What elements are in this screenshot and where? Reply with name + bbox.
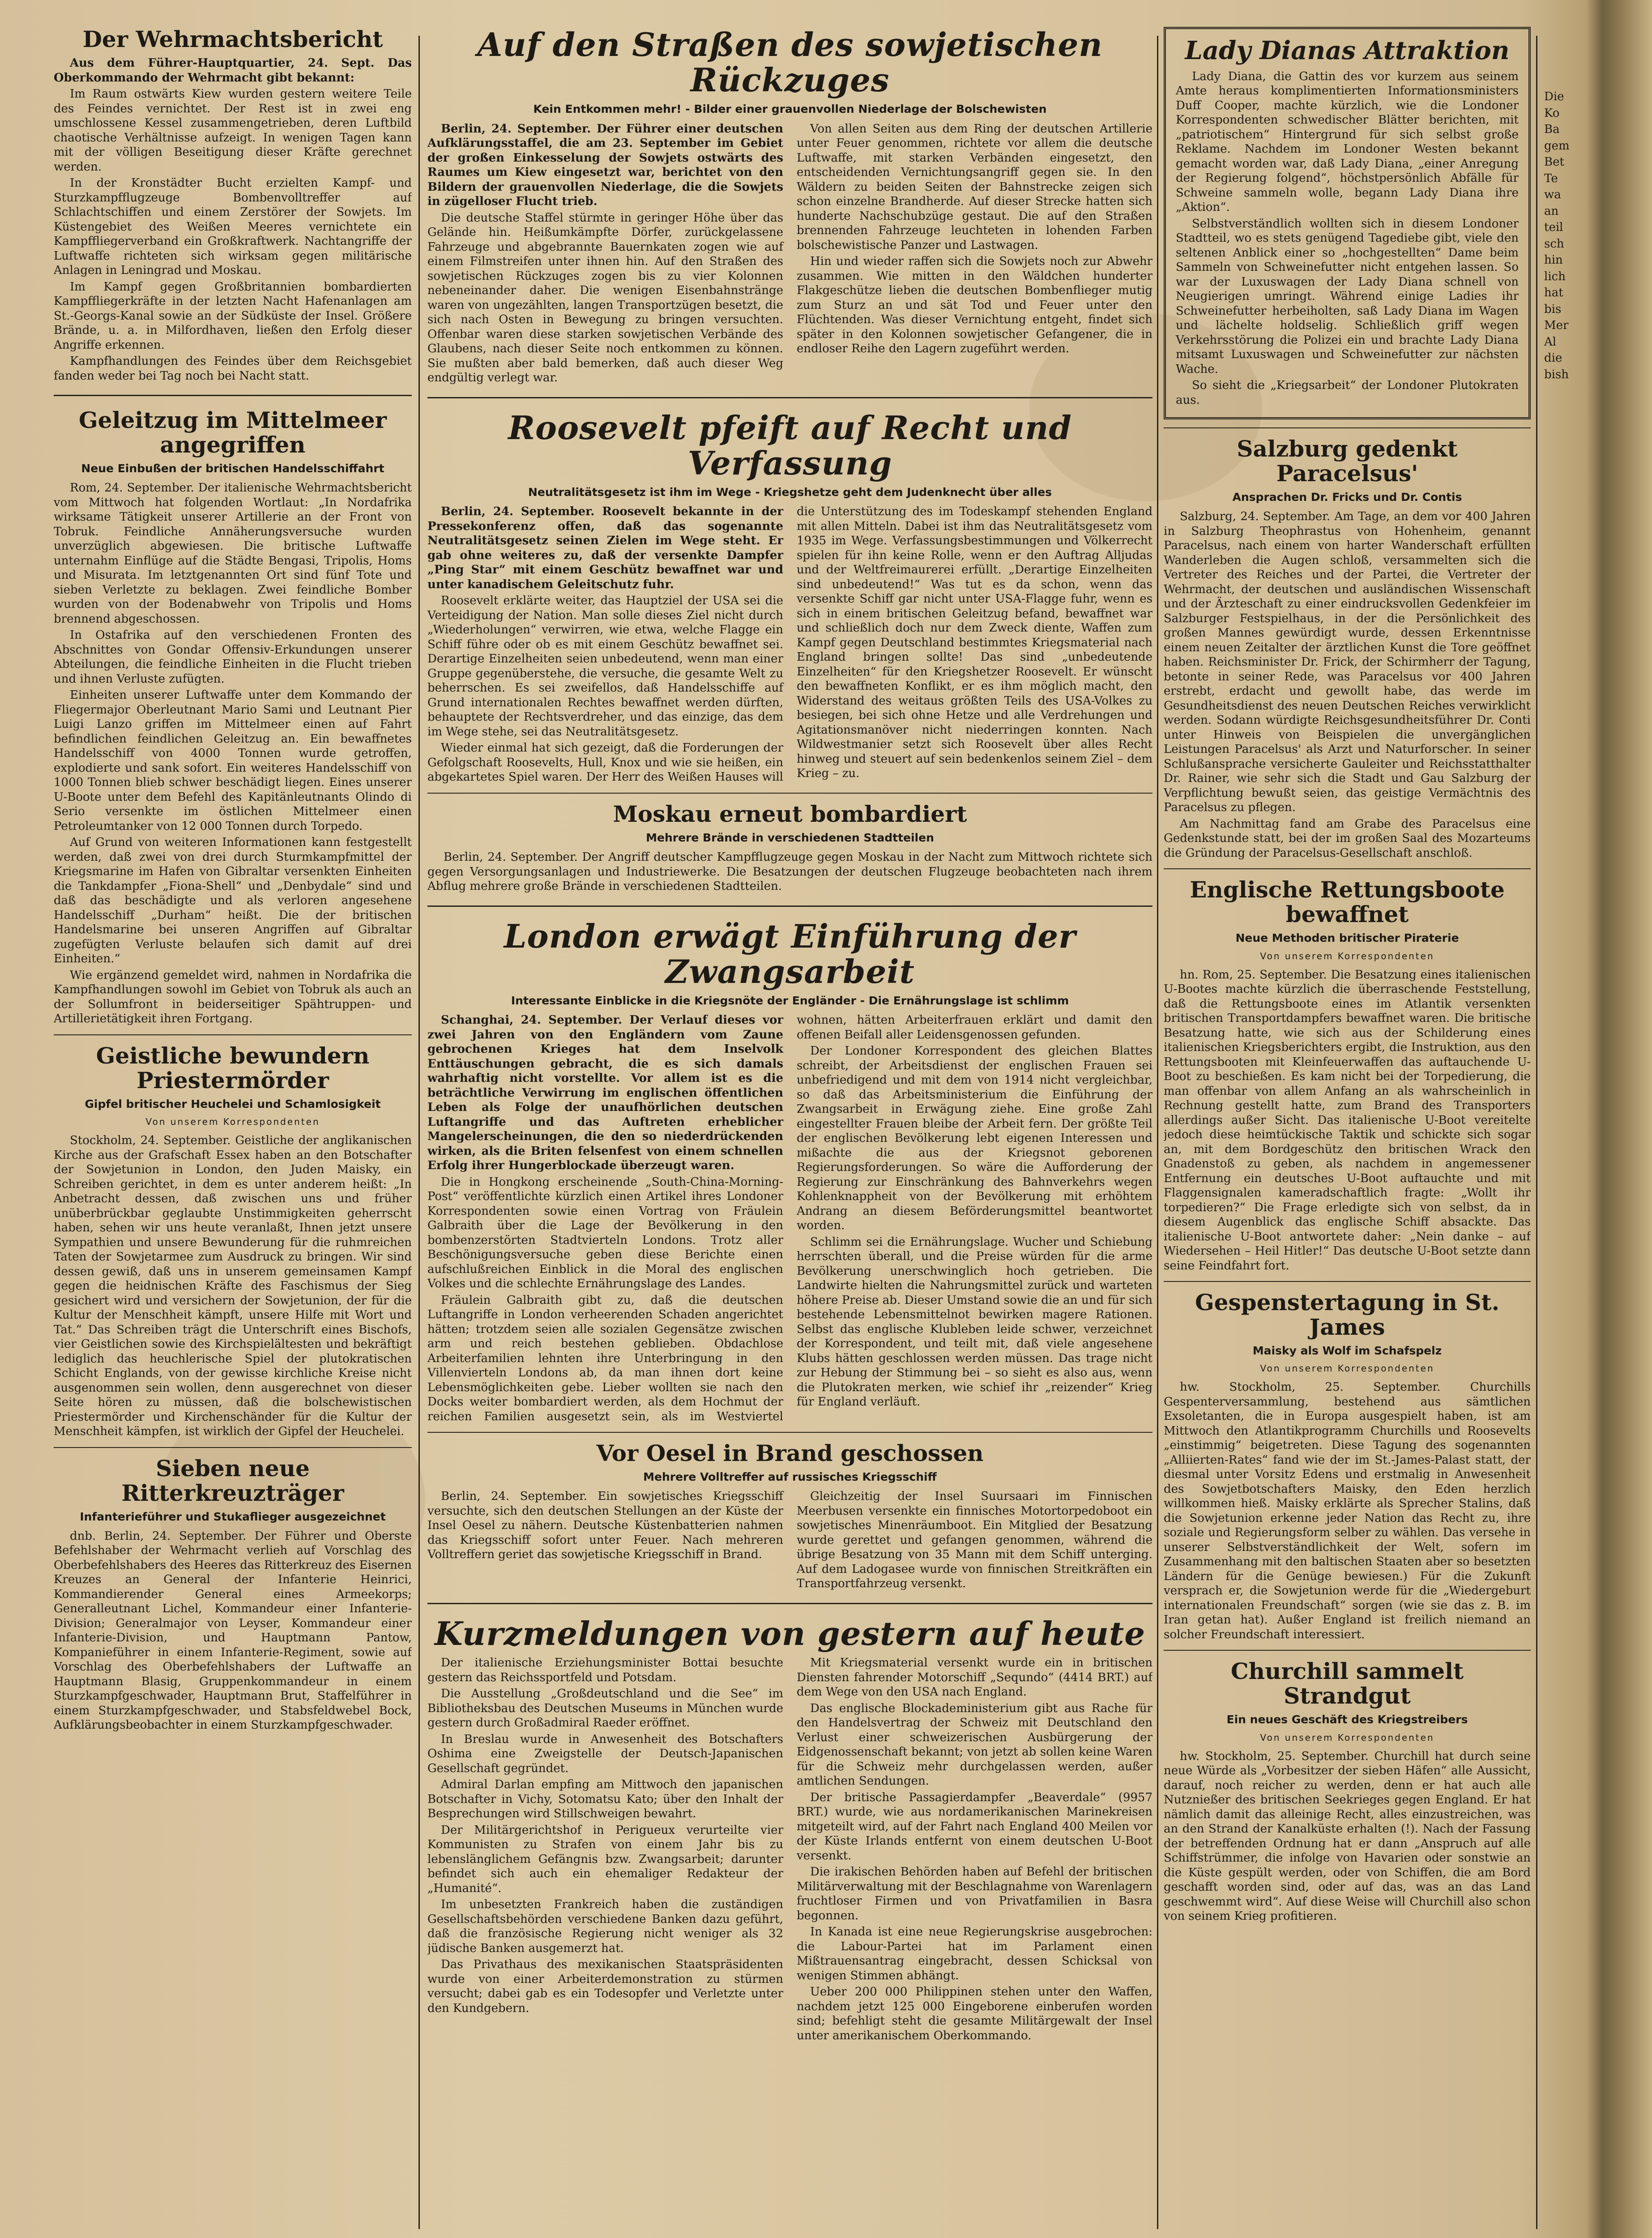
headline: Geistliche bewundern Priestermörder: [96, 1042, 370, 1093]
paragraph: Das englische Blockadeministerium gibt aus Rache für den Handelsvertrag der Schweiz mit Deutschland den Verlust einer schweizerischen Ausbürgerung der Eidgenossenschaft bekannt; von jetzt ab sollen keine Waren für die Schweiz mehr durchgelassen werden, außer amtlichen Sendungen.: [797, 1701, 1153, 1788]
fragment: bis: [1544, 302, 1562, 316]
divider: [427, 905, 1153, 907]
fragment: Die: [1544, 90, 1564, 103]
divider: [54, 395, 412, 396]
article-moskau: [427, 802, 1153, 894]
column-rule: [1157, 36, 1158, 2229]
paragraph: Ueber 200 000 Philippinen stehen unter den Waffen, nachdem jetzt 125 000 Eingeborene einberufen worden sind; befehligt steht die gesamte Militärgewalt der Insel unter amerikanischem Oberkommando.: [797, 1985, 1153, 2042]
divider: [427, 397, 1153, 398]
paragraph: Berlin, 24. September. Roosevelt bekannte in der Pressekonferenz offen, daß das sogenannte Neutralitätsgesetz seinen Zielen im Wege steht. Er gab ohne weiteres zu, daß der versenkte Dampfer „Ping Star“ mit einem Geschütz bewaffnet war und unter kanadischem Geleitschutz fuhr.: [427, 505, 783, 591]
headline: Sieben neue Ritterkreuzträger: [121, 1455, 344, 1506]
headline: Churchill sammelt Strandgut: [1230, 1658, 1464, 1709]
paragraph: Der Londoner Korrespondent des gleichen Blattes schreibt, der Arbeitsdienst der englischen Frauen sei unbefriedigend und mit dem von 1914 nicht vergleichbar, so daß das Arbeitsministerium die Einführung der Zwangsarbeit in Erwägung ziehe. Eine große Zahl eingestellter Frauen bleibe der Arbeit fern. Der größte Teil der englischen Bevölkerung lebt eigenen Interessen und mißachte die aus der Kriegsnot geborenen Regierungsforderungen. So wäre die Aufforderung der Regierung zur Einschränkung des Bahnverkehrs wegen Kohlenknappheit von der Bevölkerung mit erhöhtem Andrang an diesem Beförderungsmittel beantwortet worden.: [797, 1044, 1153, 1233]
fragment: Mer: [1544, 319, 1569, 332]
paragraph: hw. Stockholm, 25. September. Churchills Gespenterversammlung, bestehend aus sämtlichen Exsoletanten, die in Europa ausgespielt haben, ist am Mittwoch den Atlantikprogramm Churchills und Roosevelts „einstimmig“ beigetreten. Diese Tagung des sogenannten „Alliierten-Rates“ fand wie der im St.-James-Palast statt, der diesmal unter Vorsitz Edens und erstmalig in Anwesenheit des Sowjetbotschafters Maisky, den Eden herzlich willkommen hieß. Maisky erklärte als Sprecher Stalins, daß die Sowjetunion erkenne jeder Nation das Recht zu, ihre soziale und Regierungsform selber zu wählen. Das versehe in unserer Selbstverständlichkeit der Welt, sofern im Zusammenhang mit den baltischen Staaten aber so besetzten Ländern für die Genüge bewiesen.) Für die Zukunft versprach er, die Sowjetunion werde für die „Wiedergeburt internationalen Freundschaft“ sorgen (wie sie das z. B. im Iran getan hat). Außer England ist freilich niemand an solcher Freundschaft interessiert.: [1164, 1380, 1531, 1641]
paragraph: Die deutsche Staffel stürmte in geringer Höhe über das Gelände hin. Heißumkämpfte Dörfer, zurückgelassene Fahrzeuge und abgebrannte Bauernkaten zogen wie auf einem Filmstreifen unter ihnen hin. Auf den Straßen des sowjetischen Rückzuges zogen bis zu vier Kolonnen nebeneinander daher. Die wenigen Eisenbahnstränge waren von ungezählten, langen Transportzügen besetzt, die sich nach Osten in Bewegung zu bringen versuchten. Offenbar waren diese starken sowjetischen Verbände des Glaubens, nach dieser Seite noch entkommen zu können. Sie mußten aber bald bemerken, daß auch dieser Weg endgültig verlegt war.: [427, 211, 783, 385]
headline: Englische Rettungsboote bewaffnet: [1190, 876, 1505, 928]
paragraph: Admiral Darlan empfing am Mittwoch den japanischen Botschafter in Vichy, Sotomatsu Kato; über den Inhalt der Besprechungen wird Stillschweigen bewahrt.: [427, 1778, 783, 1821]
paragraph: Im unbesetzten Frankreich haben die zuständigen Gesellschaftsbehörden verschiedene Banken dazu geführt, daß die französische Regierung nicht weniger als 32 jüdische Banken ausgemerzt hat.: [427, 1898, 783, 1955]
subheadline: Infanterieführer und Stukaflieger ausgezeichnet: [80, 1510, 386, 1523]
divider: [1164, 1281, 1531, 1282]
paragraph: Wie ergänzend gemeldet wird, nahmen in Nordafrika die Kampfhandlungen sowohl im Gebiet von Tobruk als auch an der Sollumfront in beiderseitiger Spähtruppen- und Artillerietätigkeit ihren Fortgang.: [54, 968, 412, 1026]
article-oesel: [427, 1441, 1153, 1591]
paragraph: Die Ausstellung „Großdeutschland und die See“ im Bibliotheksbau des Deutschen Museums in München wurde gestern durch Großadmiral Raeder eröffnet.: [427, 1687, 783, 1730]
article-rettungsboote: [1164, 877, 1531, 1273]
headline: Gespenstertagung in St. James: [1195, 1289, 1500, 1341]
divider: [1164, 427, 1531, 428]
paragraph: Fräulein Galbraith gibt zu, daß die deutschen Luftangriffe in London verheerenden Schaden angerichtet hätten; trotzdem seien alle sozialen Gegensätze zwischen arm und reich bestehen geblieben. Obdachlose Arbeiterfamilien lehnten ihre Unterbringung in den Villenvierteln Londons ab, da man ihnen dort keine Lebensmöglichkeiten gebe. Lieber wollten sie nach den Docks weiter bombardiert werden, als dem Hochmut der reichen Familien ausgesetzt sein, als im Westviertel wohnen, hätten Arbeiterfrauen erklärt und damit den offenen Beifall aller Leidensgenossen gefunden.: [427, 1013, 1153, 1423]
byline: Von unserem Korrespondenten: [145, 1116, 320, 1127]
headline: Salzburg gedenkt Paracelsus': [1237, 436, 1458, 487]
subheadline: Neue Methoden britischer Piraterie: [1235, 931, 1459, 945]
divider: [427, 1432, 1153, 1433]
paragraph: Kampfhandlungen des Feindes über dem Reichsgebiet fanden weder bei Tag noch bei Nacht statt.: [54, 354, 412, 383]
paragraph: Berlin, 24. September. Der Angriff deutscher Kampfflugzeuge gegen Moskau in der Nacht zum Mittwoch richtete sich gegen Versorgungsanlagen und Industriewerke. Die Besatzungen der deutschen Flugzeuge beobachteten nach ihrem Abflug mehrere große Brände in verschiedenen Stadtteilen.: [427, 850, 1153, 893]
headline: Moskau erneut bombardiert: [613, 800, 967, 827]
paragraph: Die in Hongkong erscheinende „South-China-Morning-Post“ veröffentlichte kürzlich einen Artikel ihres Londoner Korrespondenten sowie einen Vortrag von Fräulein Galbraith über die Lage der Bevölkerung in den bombenzerstörten Stadtvierteln Londons. Trotz aller Beschönigungsversuche geben diese Berichte einen aufschlußreichen Einblick in die Moral des englischen Volkes und die schlechte Ernährungslage des Landes.: [427, 1175, 783, 1291]
fragment: lich: [1544, 269, 1566, 283]
article-body: [427, 122, 1153, 385]
fragment: bish: [1544, 367, 1569, 381]
paragraph: Stockholm, 24. September. Geistliche der anglikanischen Kirche aus der Grafschaft Essex haben an den Botschafter der Sowjetunion in London, den Juden Maisky, ein Schreiben gerichtet, in dem es unter anderem heißt: „In Anbetracht dessen, daß zwischen uns und früher unüberbrückbar geglaubte Unstimmigkeiten geherrscht haben, sehen wir uns heute veranlaßt, Ihnen jetzt unsere Sympathien und unsere Bewunderung für die ruhmreichen Taten der Sowjetarmee zum Ausdruck zu bringen. Wir sind dessen gewiß, daß uns in unserem gemeinsamen Kampf gegen die heidnischen Kräfte des Faschismus der Sieg gesichert wird und versichern der Sowjetunion, der für die Kultur der Menschheit kämpft, unsere Hilfe mit Wort und Tat.“ Das Schreiben trägt die Unterschrift eines Bischofs, vier Geistlichen sowie des Kirchspielältesten und bekräftigt lediglich das heuchlerische Spiel der plutokratischen Schicht Englands, von der gewisse kirchliche Kreise nicht ausgenommen sein wollen, denn ausgerechnet von dieser Seite hören zu müssen, daß die bolschewistischen Priestermörder und Kirchenschänder für die Kultur der Menschheit kämpfen, ist wirklich der Gipfel der Heuchelei.: [54, 1134, 412, 1438]
paragraph: Die irakischen Behörden haben auf Befehl der britischen Militärverwaltung mit der Beschlagnahme von Warenlagern fruchtloser Firmen und von Privatfamilien in Basra begonnen.: [797, 1865, 1153, 1922]
article-churchill: [1164, 1659, 1531, 1923]
article-paracelsus: [1164, 436, 1531, 860]
paragraph: hn. Rom, 25. September. Die Besatzung eines italienischen U-Bootes machte kürzlich die überraschende Feststellung, daß die Rettungsboote eines im Atlantik versenkten britischen Transportdampfers bewaffnet waren. Die britische Besatzung hatte, wie sich aus der Schilderung eines italienischen Kriegsberichters ergibt, die Instruktion, aus den Rettungsbooten mit Kleinfeuerwaffen das auftauchende U-Boot zu beschießen. Es kam nicht bei der Torpedierung, die man offenbar von allem Anfang an als wahrscheinlich in Rechnung gestellt hatte, zum Brand des Transporters allerdings außer Sicht. Das italienische U-Boot vereitelte jedoch diese heimtückische Taktik und schickte sich sogar an, mit dem Bordgeschütz den britischen Wrack den Gnadenstoß zu geben, als nachdem in angemessener Entfernung ein deutsches U-Boot auftauchte und mit Flaggensignalen kameradschaftlich fragte: „Wollt ihr torpedieren?“ Die Frage erledigte sich von selbst, da in diesem Augenblick das englische Schiff absackte. Das italienische U-Boot antwortete daher: „Nein danke – auf Wiedersehen – Heil Hitler!“ Das deutsche U-Boot setzte dann seine Feindfahrt fort.: [1164, 968, 1531, 1273]
article-zwangsarbeit: [427, 918, 1153, 1424]
paragraph: Einheiten unserer Luftwaffe unter dem Kommando der Fliegermajor Oberleutnant Mario Sami und Leutnant Pier Luigi Lanzo griffen im Mittelmeer einen auf Fahrt befindlichen feindlichen Geleitzug an. Ein bewaffnetes Handelsschiff von 4000 Tonnen wurde getroffen, explodierte und sank sofort. Ein weiteres Handelsschiff von 1000 Tonnen blieb schwer beschädigt liegen. Eines unserer U-Boote unter dem Befehl des Kapitänleutnants Olindo di Serio versenkte im östlichen Mittelmeer einen Petroleumtanker von 12 000 Tonnen durch Torpedo.: [54, 688, 412, 833]
subheadline: Ein neues Geschäft des Kriegstreibers: [1226, 1713, 1468, 1726]
column-rule: [418, 36, 420, 2229]
subheadline: Kein Entkommen mehr! - Bilder einer grauenvollen Niederlage der Bolschewisten: [533, 103, 1047, 116]
paragraph: Am Nachmittag fand am Grabe des Paracelsus eine Gedenkstunde statt, bei der im großen Saal des Mozarteums die Gründung der Paracelsus-Gesellschaft anschloß.: [1164, 817, 1531, 860]
byline: Von unserem Korrespondenten: [1260, 1363, 1434, 1374]
paragraph: Rom, 24. September. Der italienische Wehrmachtsbericht vom Mittwoch hat folgenden Wortlaut: „In Nordafrika wirksame Tätigkeit unserer Artillerie an der Front von Tobruk. Feindliche Annäherungsversuche wurden unverzüglich abgewiesen. Die britische Luftwaffe unternahm Einflüge auf die Städte Bengasi, Tripolis, Homs und Misurata. Im letztgenannten Ort sind fünf Tote und sieben Verletzte zu beklagen. Zwei feindliche Bomber wurden von der Bodenabwehr von Tripolis und Homs brennend abgeschossen.: [54, 481, 412, 626]
subheadline: Neutralitätsgesetz ist ihm im Wege - Kriegshetze geht dem Judenknecht über alles: [528, 486, 1052, 499]
paragraph: Das Privathaus des mexikanischen Staatspräsidenten wurde von einer Arbeiterdemonstration zu stürmen versucht; dabei gab es ein Todesopfer und Verletzte unter den Kundgebern.: [427, 1958, 783, 2015]
subheadline: Gipfel britischer Heuchelei und Schamlosigkeit: [85, 1097, 381, 1110]
fragment: Te: [1544, 171, 1558, 185]
article-wehrmachtsbericht: [54, 27, 412, 383]
fragment: wa: [1544, 188, 1561, 201]
headline: Lady Dianas Attraktion: [1185, 36, 1510, 65]
article-roosevelt: [427, 410, 1153, 785]
headline: Roosevelt pfeift auf Recht und Verfassung: [508, 408, 1072, 482]
paragraph: Schanghai, 24. September. Der Verlauf dieses vor zwei Jahren von den Engländern vom Zaune gebrochenen Krieges hat dem Inselvolk Enttäuschungen gebracht, die es sich damals wahrhaftig nicht vorstellte. Vor allem ist es die beträchtliche Verwirrung im englischen öffentlichen Leben als Folge der unaufhörlichen deutschen Luftangriffe und das Auftreten erheblicher Mangelerscheinungen, die den so niederdrückenden wirken, als die Briten felsenfest von einem schnellen Erfolg ihrer Hungerblockade überzeugt waren.: [427, 1013, 783, 1173]
fragment: Ko: [1544, 106, 1560, 120]
paragraph: Der britische Passagierdampfer „Beaverdale“ (9957 BRT.) wurde, wie aus nordamerikanischen Marinekreisen mitgeteilt wird, auf der Fahrt nach England 400 Meilen vor der Küste Irlands entfernt von einem deutschen U-Boot versenkt.: [797, 1790, 1153, 1862]
fragment: sch: [1544, 237, 1564, 251]
byline: Von unserem Korrespondenten: [1260, 950, 1434, 961]
headline: London erwägt Einführung der Zwangsarbeit: [504, 917, 1076, 991]
article-gespenstertagung: [1164, 1290, 1531, 1642]
paragraph: Salzburg, 24. September. Am Tage, an dem vor 400 Jahren in Salzburg Theophrastus von Hohenheim, genannt Paracelsus, nach einem von harter Wanderschaft erfüllten Wanderleben die Augen schloß, versammelten sich die Vertreter des Reiches und der Partei, die Vertreter der Wehrmacht, der deutschen und ausländischen Wissenschaft und der Ärzteschaft zu einer eindrucksvollen Gedenkfeier im Salzburger Festspielhaus, in der die Persönlichkeit des großen Mannes gewürdigt wurde, dessen Erkenntnisse einem neuen Zeitalter der ärztlichen Kunst die Tore geöffnet haben. Reichsminister Dr. Frick, der Schirmherr der Tagung, betonte in seiner Rede, was Paracelsus vor 400 Jahren erstrebt, erdacht und gewollt habe, das werde im Gesundheitsdienst des neuen Deutschen Reiches verwirklicht werden. Sodann würdigte Reichsgesundheitsführer Dr. Conti unter Hinweis von Beispielen die unvergänglichen Leistungen Paracelsus' als Arzt und Naturforscher. In seiner Schlußansprache versicherte Gauleiter und Reichsstatthalter Dr. Rainer, wie sehr sich die Stadt und Gau Salzburg der Verpflichtung bewußt seien, das geistige Vermächtnis des Paracelsus zu pflegen.: [1164, 510, 1531, 815]
paragraph: Roosevelt erklärte weiter, das Hauptziel der USA sei die Verteidigung der Nation. Man solle dieses Ziel nicht durch „Wiederholungen“ verwirren, wie etwa, welche Flagge ein Schiff führe oder ob es mit einem Geschütz bewaffnet sei. Derartige Einzelheiten seien unbedeutend, wenn man einer Gruppe gegenüberstehe, die versuche, die gesamte Welt zu beherrschen. Es sei zweifellos, daß Handelsschiffe auf Grund internationalen Rechtes bewaffnet werden dürften, behauptete der Rechtsverdreher, und das einzige, das dem im Wege stehe, sei das Neutralitätsgesetz.: [427, 594, 783, 739]
divider: [54, 1447, 412, 1448]
paragraph: Gleichzeitig der Insel Suursaari im Finnischen Meerbusen versenkte ein finnisches Motortorpedoboot ein sowjetisches Minenräumboot. Ein Mitglied der Besatzung wurde gerettet und gefangen genommen, während die übrige Besatzung von 35 Mann mit dem Schiff unterging. Auf dem Ladogasee wurde von finnischen Streitkräften ein Transportfahrzeug versenkt.: [797, 1490, 1153, 1591]
paragraph: Im Raum ostwärts Kiew wurden gestern weitere Teile des Feindes vernichtet. Der Rest ist in zwei eng umschlossene Kessel zusammengetrieben, deren Luftbild chaotische Verhältnisse aufzeigt. In wenigen Tagen kann mit der völligen Beseitigung dieser Kräfte gerechnet werden.: [54, 87, 412, 174]
paragraph: In Breslau wurde in Anwesenheit des Botschafters Oshima eine Zweigstelle der Deutsch-Japanischen Gesellschaft gegründet.: [427, 1732, 783, 1775]
column-4-cutoff: [1544, 27, 1652, 2238]
fragment: die: [1544, 351, 1562, 365]
column-2: [427, 27, 1153, 2238]
article-kurzmeldungen: [427, 1616, 1153, 2043]
paragraph: Im Kampf gegen Großbritannien bombardierten Kampffliegerkräfte in der letzten Nacht Hafenanlagen am St.-Georgs-Kanal sowie an der Südküste der Insel. Größere Brände, u. a. in Milfordhaven, ließen den Erfolg dieser Angriffe erkennen.: [54, 280, 412, 352]
headline: Vor Oesel in Brand geschossen: [596, 1440, 984, 1467]
article-body: [427, 1489, 1153, 1591]
paragraph: Berlin, 24. September. Der Führer einer deutschen Aufklärungsstaffel, die am 23. September im Gebiet der großen Einkesselung der Sowjets ostwärts des Raumes um Kiew eingesetzt war, berichtet von den Bildern der grauenvollen Niederlage, die die Sowjets in zügelloser Flucht trieb.: [427, 122, 783, 209]
paragraph: Selbstverständlich wollten sich in diesem Londoner Stadtteil, wo es stets genügend Tagediebe gibt, viele den seltenen Anblick einer so „hochgestellten“ Dame beim Sammeln von Schweinefutter nicht entgehen lassen. So war der Luxuswagen der Lady Diana schnell von Neugierigen umringt. Während einige Ladies ihr Schweinefutter herbeiholten, saß Lady Diana im Wagen und lächelte holdselig. Schließlich griff wegen Verkehrsstörung die Polizei ein und brachte Lady Diana mitsamt Luxuswagen und Schweinefutter zur nächsten Wache.: [1176, 217, 1519, 376]
paragraph: Der italienische Erziehungsminister Bottai besuchte gestern das Reichssportfeld und Potsdam.: [427, 1656, 783, 1684]
paragraph: Von allen Seiten aus dem Ring der deutschen Artillerie unter Feuer genommen, richtete vor allem die deutsche Luftwaffe, mit starken Verbänden eingesetzt, den entscheidenden Vernichtungsangriff gegen sie. In den Wäldern zu beiden Seiten der Bahnstrecke zeigen sich schon einzelne Brandherde. Auf dieser Strecke hatten sich hunderte Nachschubzüge gestaut. Die auf den Straßen brennenden Fahrzeuge leuchteten in lohenden Farben bolschewistische Panzer und Lastwagen.: [797, 122, 1153, 252]
fragment: gem: [1544, 139, 1570, 153]
article-ritterkreuz: [54, 1456, 412, 1733]
subheadline: Mehrere Volltreffer auf russisches Kriegsschiff: [643, 1470, 937, 1484]
divider: [1164, 1650, 1531, 1651]
fragment: hin: [1544, 253, 1563, 267]
paragraph: Wieder einmal hat sich gezeigt, daß die Forderungen der Gefolgschaft Roosevelts, Hull, Knox und wie sie heißen, ein abgekartetes Spiel waren. Der Herr des Weißen Hauses will die Unterstützung des im Todeskampf stehenden England mit allen Mitteln. Dabei ist ihm das Neutralitätsgesetz vom 1935 im Wege. Verfassungsbestimmungen und Völkerrecht spielen für ihn keine Rolle, wenn er den Auftrag Alljudas und der Weltfreimaurerei erfüllt. „Derartige Einzelheiten sind unbedeutend!“ Was tut es da schon, wenn das versenkte Schiff gar nicht unter USA-Flagge fuhr, wenn es sich in einem britischen Geleitzug befand, bewaffnet war und schließlich doch nur dem Zweck diente, Waffen zum Kampf gegen Deutschland bestimmtes Kriegsmaterial nach England bringen sollte! Das sind „unbedeutende Einzelheiten“ für den Kriegshetzer Roosevelt. Er wünscht den bewaffneten Konflikt, er es ihm möglich macht, den Widerstand des weitaus größten Teils des USA-Volkes zu besiegen, bei sich ohne Hetze und alle Verdrehungen und Agitationsmanöver nicht niederringen konnten. Nach Wildwestmanier setzt sich Roosevelt über alles Recht hinweg und steuert auf sein bedenkenlos seinem Ziel – dem Krieg – zu.: [427, 505, 1153, 784]
divider: [427, 793, 1153, 794]
fragment: an: [1544, 204, 1559, 218]
subheadline: Mehrere Brände in verschiedenen Stadtteilen: [646, 831, 934, 844]
article-body: [427, 504, 1153, 785]
paragraph: Hin und wieder raffen sich die Sowjets noch zur Abwehr zusammen. Wie mitten in den Wäldchen hunderter Flakgeschütze lieben die deutschen Bombenflieger mutig zum Sturz an und sät Tod und Feuer unter den Flüchtenden. Was dieser Vernichtung entgeht, findet sich später in den Kolonnen sowjetischer Gefangener, die in endloser Reihe den Lagern zugeführt werden.: [797, 255, 1153, 356]
paragraph: Auf Grund von weiteren Informationen kann festgestellt werden, daß zwei von drei durch Sturmkampfmittel der Kriegsmarine im Hafen von Gibraltar versenkten Einheiten die Tankdampfer „Fiona-Shell“ und „Denbydale“ sind und daß das beschädigte und als verloren angesehene Handelsschiff „Durham“ heißt. Die der britischen Handelsmarine bei unseren Angriffen auf Gibraltar zugefügten Verluste belaufen sich damit auf drei Einheiten.“: [54, 836, 412, 966]
paragraph: Schlimm sei die Ernährungslage. Wucher und Schiebung herrschten überall, und die Preise würden für die arme Bevölkerung unerschwinglich hoch getrieben. Die Landwirte hielten die Nahrungsmittel zurück und warteten höhere Preise ab. Dieser Umstand sowie die an und für sich bestehende Lebensmittelnot bewirken magere Rationen. Selbst das englische Klubleben leide schwer, verzeichnet der Korrespondent, und teilt mit, daß viele angesehene Klubs hätten geschlossen werden müssen. Das trage nicht zur Hebung der Stimmung bei – so sieht es also aus, wenn die Plutokraten merken, wie schief ihr „reizender“ Krieg für England verläuft.: [797, 1235, 1153, 1409]
paragraph: In Ostafrika auf den verschiedenen Fronten des Abschnittes von Gondar Offensiv-Erkundungen unserer Abteilungen, die feindliche Einheiten in die Flucht trieben und ihnen Verluste zufügten.: [54, 628, 412, 686]
article-body: [427, 1656, 1153, 2043]
paragraph: Lady Diana, die Gattin des vor kurzem aus seinem Amte heraus komplimentierten Informationsministers Duff Cooper, machte kürzlich, wie die Londoner Korrespondenten schwedischer Blätter berichten, mit „patriotischem“ Hintergrund für sich selbst große Reklame. Nachdem im Londoner Westen bekannt gemacht worden war, daß Lady Diana, „einer Anregung der Regierung folgend“, höchstpersönlich Abfälle für Schweine sammeln wolle, begann Lady Diana ihre „Aktion“.: [1176, 69, 1519, 214]
divider: [427, 1603, 1153, 1604]
paragraph: Der Militärgerichtshof in Perigueux verurteilte vier Kommunisten zu Strafen von einem Jahr bis zu lebenslänglichem Gefängnis bzw. Zwangsarbeit; darunter befindet sich auch ein ehemaliger Redakteur der „Humanité“.: [427, 1823, 783, 1895]
article-lady-diana: [1164, 27, 1531, 419]
paragraph: Mit Kriegsmaterial versenkt wurde ein in britischen Diensten fahrender Motorschiff „Sequndo“ (4414 BRT.) auf dem Wege von den USA nach England.: [797, 1656, 1153, 1699]
divider: [1164, 868, 1531, 869]
headline: Auf den Straßen des sowjetischen Rückzuges: [477, 27, 1103, 99]
paragraph: dnb. Berlin, 24. September. Der Führer und Oberste Befehlshaber der Wehrmacht verlieh auf Vorschlag des Oberbefehlshabers des Heeres das Ritterkreuz des Eisernen Kreuzes an General der Infanterie Heinrici, Kommandierender General eines Armeekorps; Generalleutnant Lichel, Kommandeur einer Infanterie-Division; Generalmajor von Leyser, Kommandeur einer Infanterie-Division, und Hauptmann Pantow, Kompanieführer in einem Infanterie-Regiment, sowie auf Vorschlag des Oberbefehlshabers der Luftwaffe an Hauptmann Blasig, Gruppenkommandeur in einem Sturzkampfgeschwader, Hauptmann Brut, Staffelführer in einem Sturzkampfgeschwader, und Stabsfeldwebel Bock, Aufklärungsbeobachter in einem Sturzkampfgeschwader.: [54, 1529, 412, 1732]
column-rule: [1536, 36, 1537, 2229]
fragment: Bet: [1544, 155, 1564, 169]
paragraph: hw. Stockholm, 25. September. Churchill hat durch seine neue Würde als „Vorbesitzer der sieben Häfen“ alle Aussicht, darauf, noch reicher zu werden, denn er hat auch alle Nutznießer des britischen Seekrieges gegen England. Er hat nämlich damit das alleinige Recht, alles einzustreichen, was an den Strand der Kanalküste erhalten (!). Nach der Fassung der betreffenden Ordnung hat er dann „Anspruch auf alle Schiffstrümmer, die infolge von Havarien oder sonstwie an die Küste gespült werden, oder von Schiffen, die am Bord geschafft worden sind, oder auf das, was an das Land geschwemmt wird“. Auf diese Weise will Churchill also schon von seinem Krieg profitieren.: [1164, 1749, 1531, 1923]
article-body: [427, 1013, 1153, 1424]
paragraph: Berlin, 24. September. Ein sowjetisches Kriegsschiff versuchte, sich den deutschen Stellungen an der Küste der Insel Oesel zu nähern. Deutsche Küstenbatterien nahmen das Kriegsschiff sofort unter Feuer. Nach mehreren Volltreffern geriet das sowjetische Kriegsschiff in Brand.: [427, 1490, 783, 1562]
subheadline: Neue Einbußen der britischen Handelsschiffahrt: [81, 462, 384, 475]
headline: Geleitzug im Mittelmeer angegriffen: [78, 407, 387, 458]
subheadline: Interessante Einblicke in die Kriegsnöte der Engländer - Die Ernährungslage ist schlimm: [511, 994, 1069, 1007]
article-geistliche: [54, 1043, 412, 1439]
fragment: hat: [1544, 286, 1563, 299]
headline: Kurzmeldungen von gestern auf heute: [434, 1614, 1146, 1653]
paragraph: In der Kronstädter Bucht erzielten Kampf- und Sturzkampfflugzeuge Bombenvolltreffer auf Schlachtschiffen und einem Zerstörer der Sowjets. Im Küstengebiet des Weißen Meeres vernichtete ein Kampffliegerverband ein Großkraftwerk. Nachtangriffe der Luftwaffe richteten sich wirksam gegen militärische Anlagen in Leningrad und Moskau.: [54, 176, 412, 277]
divider: [54, 1034, 412, 1035]
column-3: [1164, 27, 1531, 2238]
byline: Von unserem Korrespondenten: [1260, 1732, 1434, 1743]
paragraph: In Kanada ist eine neue Regierungskrise ausgebrochen: die Labour-Partei hat im Parlament einen Mißtrauensantrag eingebracht, dessen Schicksal von wenigen Stimmen abhängt.: [797, 1925, 1153, 1982]
headline: Der Wehrmachtsbericht: [82, 27, 383, 52]
subheadline: Maisky als Wolf im Schafspelz: [1252, 1344, 1442, 1358]
subheadline: Ansprachen Dr. Fricks und Dr. Contis: [1232, 491, 1462, 504]
fragment: teil: [1544, 221, 1563, 234]
article-geleitzug: [54, 408, 412, 1026]
article-rueckzug: [427, 27, 1153, 385]
fragment: Ba: [1544, 123, 1560, 136]
column-1: [54, 27, 412, 2238]
paragraph: So sieht die „Kriegsarbeit“ der Londoner Plutokraten aus.: [1176, 379, 1519, 407]
fragment: Al: [1544, 335, 1557, 349]
paragraph: Aus dem Führer-Hauptquartier, 24. Sept. Das Oberkommando der Wehrmacht gibt bekannt:: [54, 56, 412, 85]
